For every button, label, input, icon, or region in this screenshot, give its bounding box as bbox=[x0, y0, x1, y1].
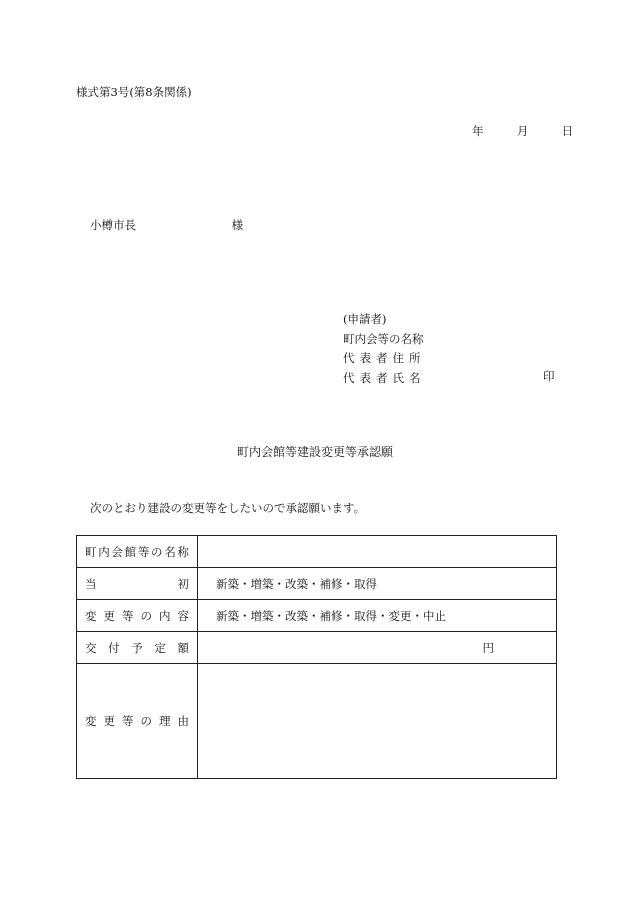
date-month: 月 bbox=[516, 124, 529, 138]
addressee bbox=[90, 217, 243, 233]
document-title: 町内会館等建設変更等承認願 bbox=[236, 445, 393, 459]
rep-name-label: 代表者氏名 bbox=[343, 370, 426, 385]
intro-text: 次のとおり建設の変更等をしたいので承認願います。 bbox=[90, 501, 366, 515]
table-row bbox=[77, 600, 557, 632]
date-day: 日 bbox=[561, 124, 574, 138]
change-content-value: 新築・増築・改築・補修・取得・変更・中止 bbox=[198, 600, 557, 632]
application-table bbox=[76, 535, 557, 779]
form-number: 様式第3号(第8条関係) bbox=[76, 85, 192, 99]
row-label-change-reason bbox=[77, 664, 198, 779]
rep-address-label: 代表者住所 bbox=[343, 351, 426, 365]
row-label-hall-name bbox=[77, 536, 198, 568]
table-row bbox=[77, 664, 557, 779]
hall-name-value[interactable] bbox=[198, 536, 557, 568]
label-text: 町 内 会 館 等 の 名 称 bbox=[85, 544, 189, 559]
applicant-block bbox=[343, 310, 426, 388]
grant-amount-value[interactable]: 円 bbox=[198, 632, 557, 664]
addressee-name: 小樽市長 bbox=[90, 218, 136, 232]
change-reason-value[interactable] bbox=[198, 664, 557, 779]
label-text: 変 更 等 の 理 由 bbox=[85, 714, 189, 728]
row-label-original bbox=[77, 568, 198, 600]
row-label-change-content bbox=[77, 600, 198, 632]
row-label-grant-amount bbox=[77, 632, 198, 664]
table-row bbox=[77, 568, 557, 600]
table-row bbox=[77, 632, 557, 664]
original-value: 新築・増築・改築・補修・取得 bbox=[198, 568, 557, 600]
addressee-suffix: 様 bbox=[231, 218, 244, 232]
date-line bbox=[472, 123, 573, 139]
table-row bbox=[77, 536, 557, 568]
applicant-heading: (申請者) bbox=[343, 312, 387, 326]
label-text: 当 初 bbox=[85, 576, 189, 591]
seal-mark: 印 bbox=[543, 369, 555, 383]
org-name-label: 町内会等の名称 bbox=[343, 331, 424, 346]
label-text: 交 付 予 定 額 bbox=[85, 640, 189, 655]
label-text: 変 更 等 の 内 容 bbox=[85, 608, 189, 623]
date-year: 年 bbox=[472, 124, 484, 138]
